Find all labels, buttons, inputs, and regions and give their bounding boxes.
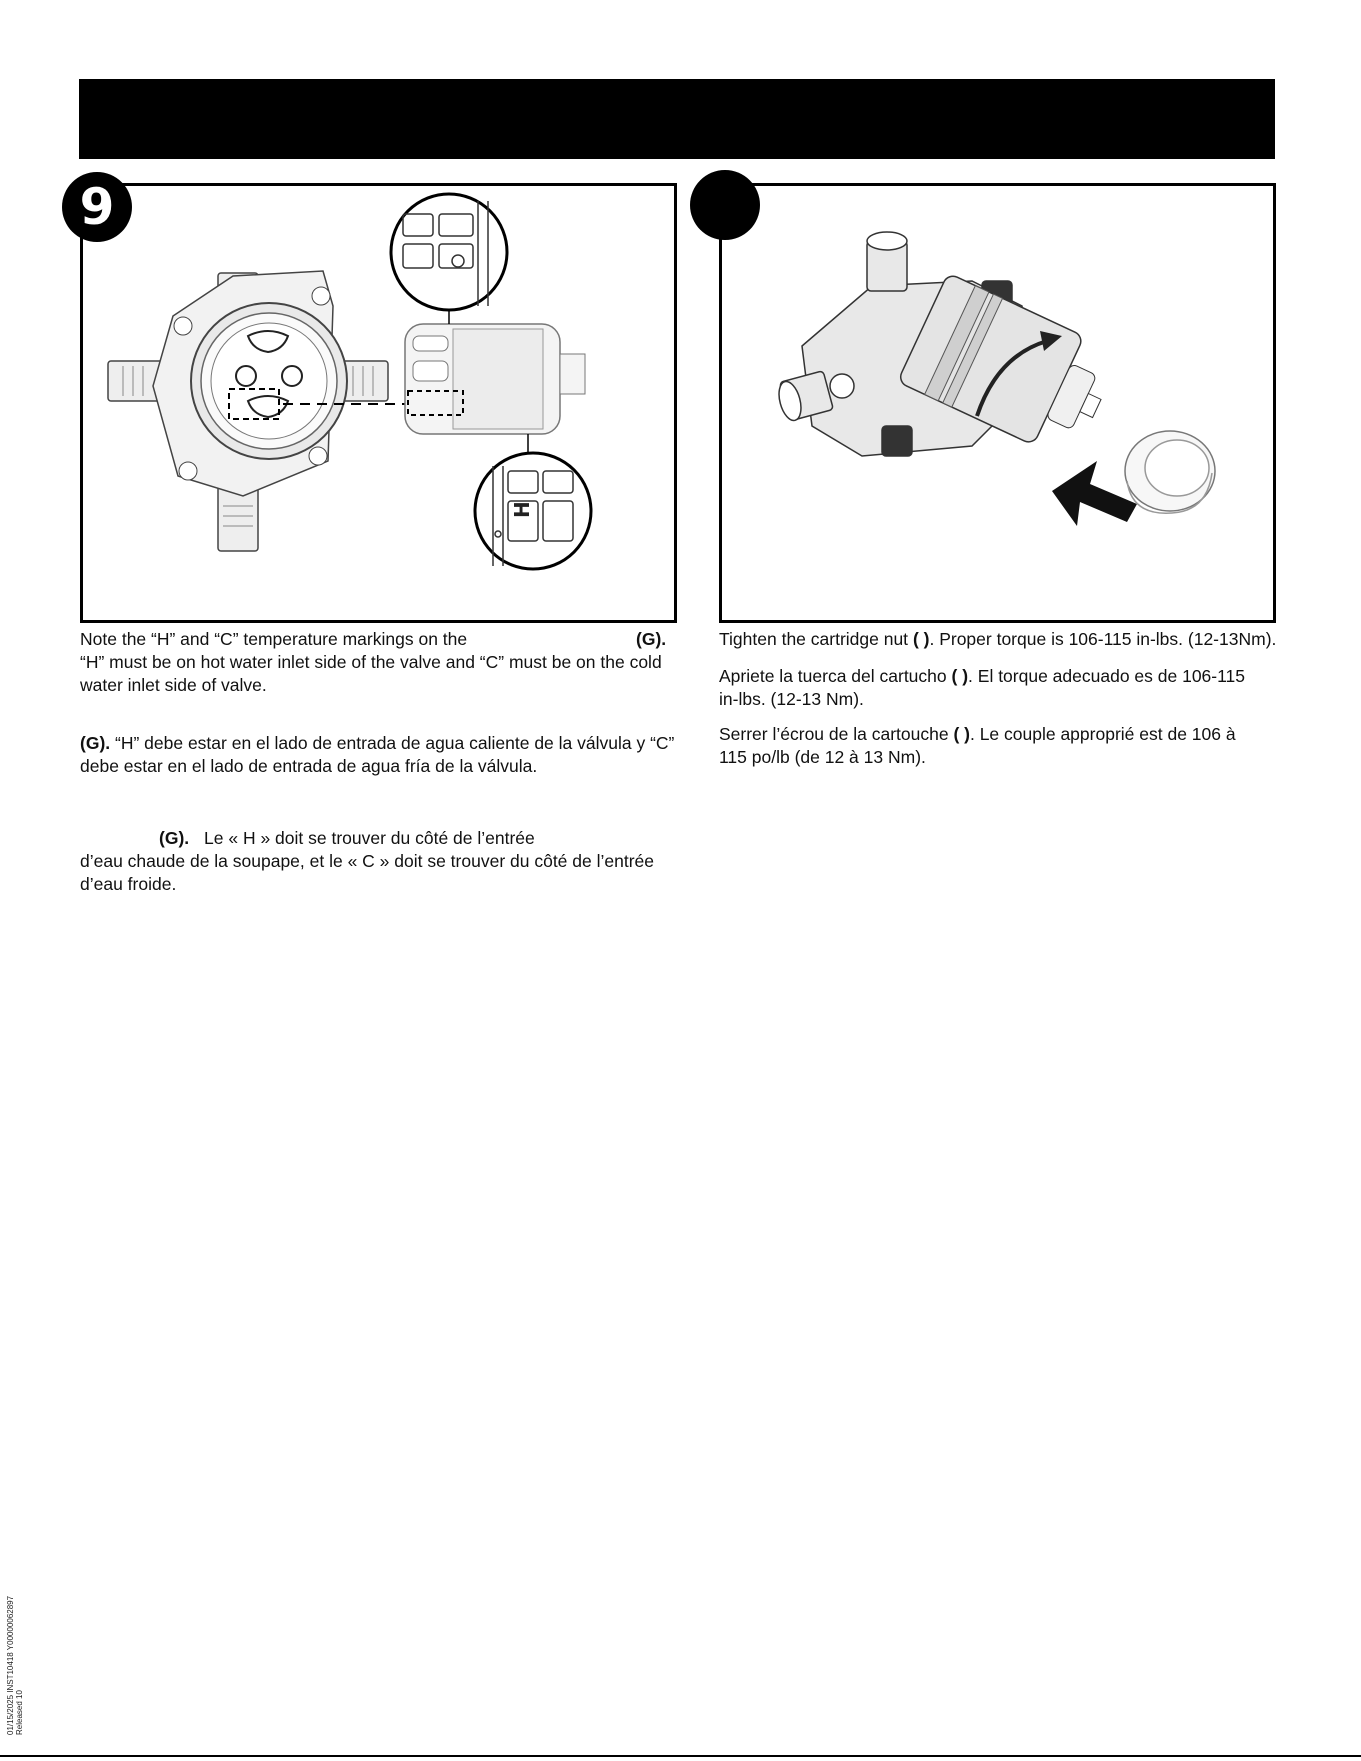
callout-h-label: H: [510, 501, 534, 518]
step-10-french-line-1a: Serrer l’écrou de la cartouche: [719, 724, 949, 744]
step-9-spanish-line-1: “H” debe estar en el lado de entrada de agua caliente de la válvula y “C”: [110, 733, 675, 753]
step-10-french-line-1b: . Le couple approprié est de 106 à: [969, 724, 1236, 744]
step-10-french-line-2: 115 po/lb (de 12 à 13 Nm).: [719, 747, 926, 767]
header-banner: [79, 79, 1275, 159]
step-10-english-line-1a: Tighten the cartridge nut: [719, 629, 909, 649]
document-code-line-2: Released 10: [15, 1690, 24, 1735]
document-code-line-1: 01/15/2025 INST10418 Y00000062897: [6, 1595, 15, 1735]
step-9-number: 9: [79, 178, 115, 236]
step-9-english-g-reference: (G).: [636, 629, 667, 649]
valve-cartridge-nut-illustration: [722, 186, 1273, 620]
step-9-english-line-3: water inlet side of valve.: [80, 675, 267, 695]
step-10-spanish-nut-reference: ( ): [951, 666, 969, 686]
step-10-english-nut-reference: ( ): [912, 629, 930, 649]
step-9-french-line-2: d’eau chaude de la soupape, et le « C » doit se trouver du côté de l’entrée: [80, 851, 655, 871]
step-9-french-line-3: d’eau froide.: [80, 874, 177, 894]
step-10-french-text: [719, 723, 1319, 769]
step-10-french-nut-reference: ( ): [953, 724, 970, 744]
step-9-french-g-reference: (G).: [159, 828, 190, 848]
step-10-spanish-line-2: in-lbs. (12-13 Nm).: [719, 689, 864, 709]
step-9-spanish-g-reference: (G).: [80, 733, 111, 753]
step-9-spanish-line-2: debe estar en el lado de entrada de agua fría de la válvula.: [80, 756, 538, 776]
footer-rule: [0, 1755, 1361, 1757]
step-9-english-text: [80, 628, 680, 697]
valve-body-illustration: [83, 186, 674, 620]
step-9-illustration-panel: [79, 178, 677, 623]
step-10-illustration-panel: [719, 183, 1276, 623]
step-9-english-line-1: Note the “H” and “C” temperature markings on the: [80, 629, 468, 649]
step-10-spanish-text: [719, 665, 1319, 711]
step-9-english-line-2: “H” must be on hot water inlet side of the valve and “C” must be on the cold: [80, 652, 662, 672]
document-code: [6, 1596, 24, 1735]
step-9-french-line-1: Le « H » doit se trouver du côté de l’entrée: [204, 828, 535, 848]
step-9-number-badge: [62, 172, 132, 242]
step-10-english-line-1b: . Proper torque is 106-115 in-lbs. (12-13Nm).: [929, 629, 1277, 649]
step-10-number-badge: [690, 170, 760, 240]
step-9-spanish-text: [80, 732, 680, 778]
step-10-spanish-line-1b: . El torque adecuado es de 106-115: [968, 666, 1246, 686]
step-10-spanish-line-1a: Apriete la tuerca del cartucho: [719, 666, 947, 686]
step-10-english-text: [719, 628, 1319, 651]
step-9-french-text: [80, 827, 680, 896]
